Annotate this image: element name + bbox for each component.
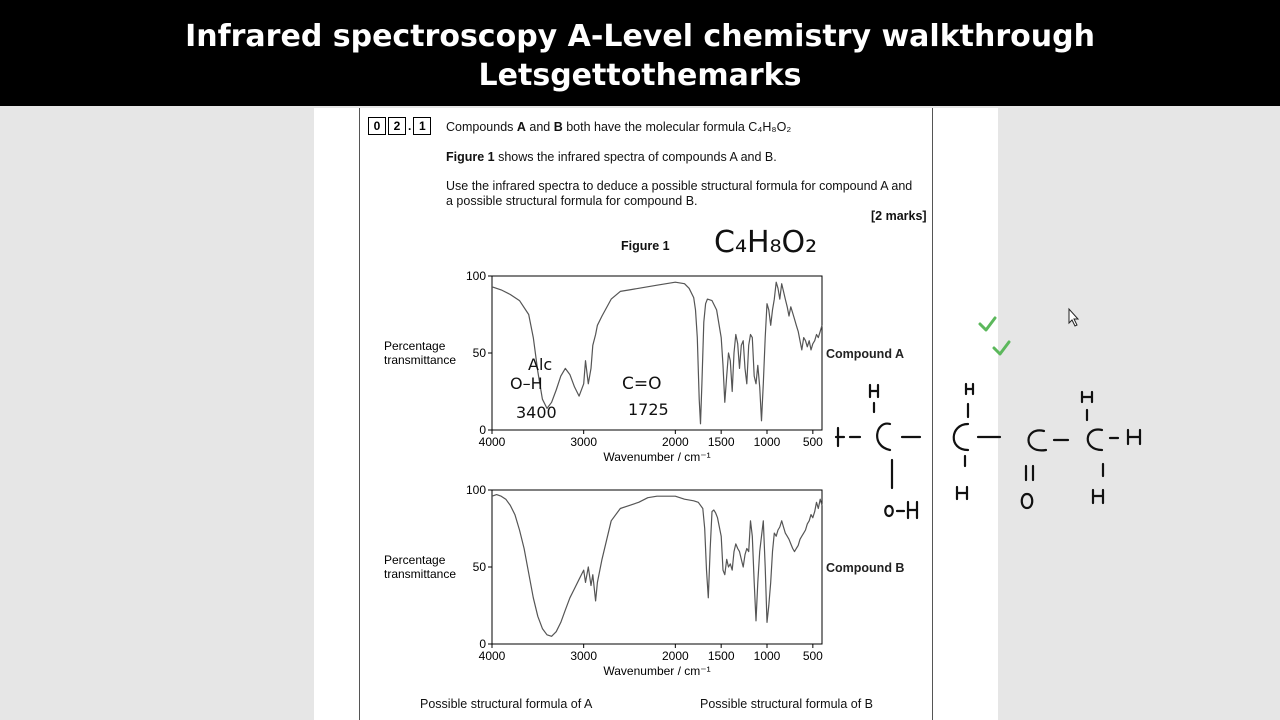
x-tick-label: 1500 bbox=[707, 649, 735, 663]
question-digit-1: 0 bbox=[368, 117, 386, 135]
annotation-oh-bond: O–H bbox=[510, 374, 543, 393]
mouse-cursor-icon bbox=[1069, 309, 1078, 326]
answer-label-b: Possible structural formula of B bbox=[700, 697, 873, 711]
y-tick-label: 50 bbox=[472, 560, 486, 574]
y-axis-label: Percentage transmittance bbox=[384, 553, 457, 581]
x-tick-label: 3000 bbox=[570, 649, 598, 663]
question-digit-3: 1 bbox=[413, 117, 431, 135]
video-title-line1: Infrared spectroscopy A-Level chemistry walkthrough bbox=[185, 19, 1095, 54]
annotation-1725: 1725 bbox=[628, 400, 669, 419]
series-label: Compound A bbox=[826, 347, 904, 361]
x-tick-label: 2000 bbox=[661, 649, 689, 663]
handwritten-molecular-formula: C₄H₈O₂ bbox=[714, 225, 818, 260]
figure-title: Figure 1 bbox=[621, 239, 670, 253]
annotation-alcohol: Alc bbox=[528, 355, 553, 374]
x-tick-label: 1000 bbox=[753, 435, 781, 449]
figure-reference: Figure 1 shows the infrared spectra of compounds A and B. bbox=[446, 150, 777, 164]
checkmark-icon bbox=[994, 342, 1009, 354]
y-axis-label: Percentage transmittance bbox=[384, 339, 457, 367]
x-axis-label: Wavenumber / cm⁻¹ bbox=[603, 664, 711, 676]
handwritten-structural-formula bbox=[836, 384, 1140, 518]
marks-label: [2 marks] bbox=[871, 209, 927, 223]
y-tick-label: 100 bbox=[465, 269, 486, 283]
checkmark-icon bbox=[980, 318, 995, 330]
video-title-line2: Letsgettothemarks bbox=[478, 58, 802, 93]
annotation-3400: 3400 bbox=[516, 403, 557, 422]
x-tick-label: 3000 bbox=[570, 435, 598, 449]
x-axis-label: Wavenumber / cm⁻¹ bbox=[603, 450, 711, 462]
x-tick-label: 1000 bbox=[753, 649, 781, 663]
question-intro: Compounds A and B both have the molecular formula C₄H₈O₂ bbox=[446, 120, 792, 134]
instruction-line-1: Use the infrared spectra to deduce a possible structural formula for compound A and bbox=[446, 179, 913, 193]
y-tick-label: 0 bbox=[479, 423, 486, 437]
y-tick-label: 50 bbox=[472, 346, 486, 360]
y-tick-label: 0 bbox=[479, 637, 486, 651]
x-tick-label: 2000 bbox=[661, 435, 689, 449]
x-tick-label: 4000 bbox=[478, 435, 506, 449]
series-label: Compound B bbox=[826, 561, 905, 575]
x-tick-label: 500 bbox=[802, 649, 823, 663]
instruction-line-2: a possible structural formula for compound B. bbox=[446, 194, 698, 208]
annotation-carbonyl: C=O bbox=[622, 374, 662, 394]
x-tick-label: 4000 bbox=[478, 649, 506, 663]
answer-label-a: Possible structural formula of A bbox=[420, 697, 593, 711]
question-digit-2: 2 bbox=[388, 117, 406, 135]
x-tick-label: 1500 bbox=[707, 435, 735, 449]
x-tick-label: 500 bbox=[802, 435, 823, 449]
y-tick-label: 100 bbox=[465, 483, 486, 497]
question-number: 0 2 . 1 bbox=[368, 117, 433, 135]
